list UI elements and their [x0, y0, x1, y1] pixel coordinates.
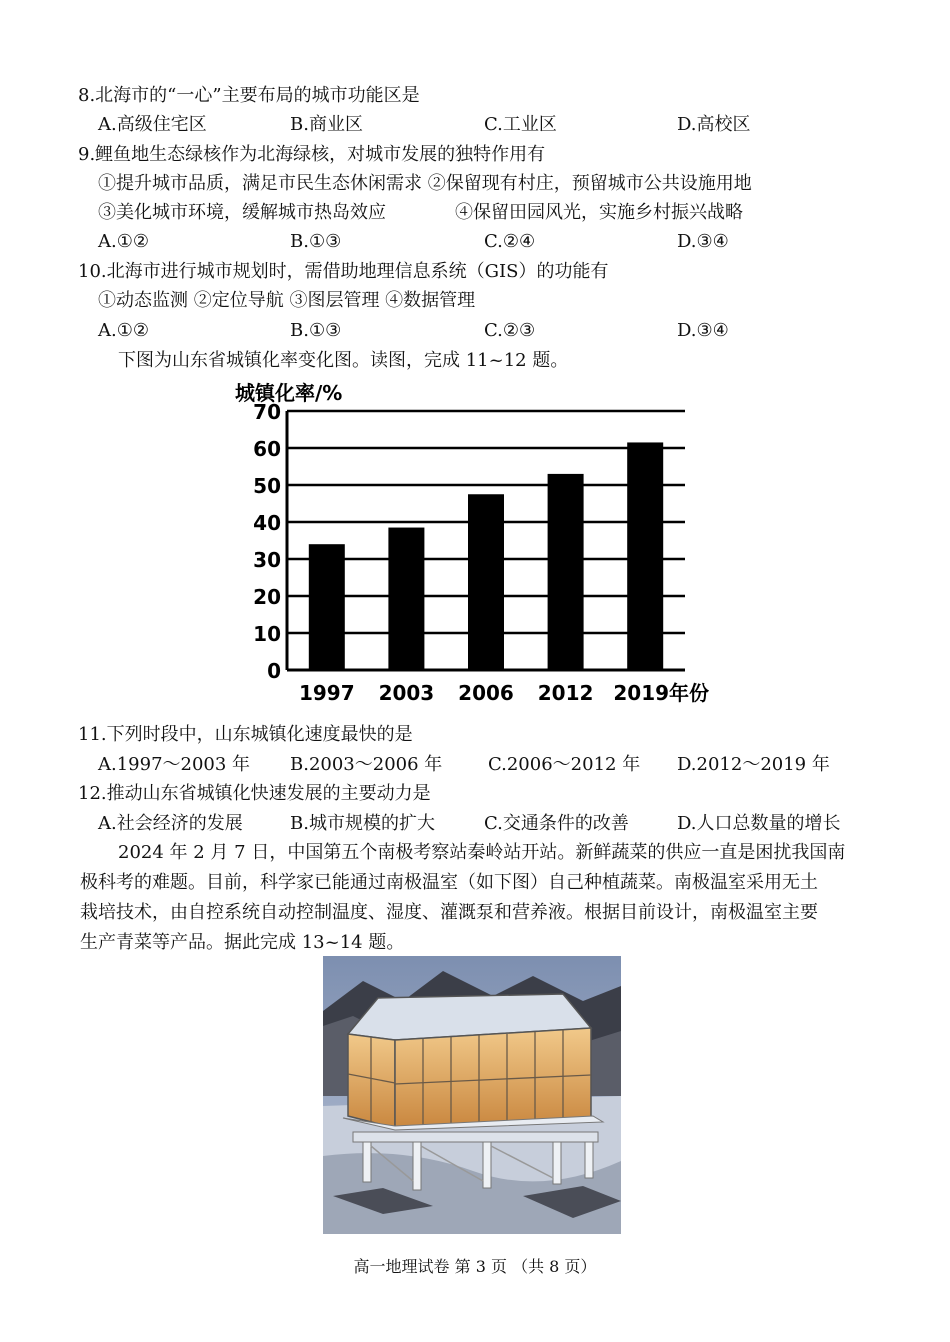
antarctic-greenhouse-photo [323, 956, 621, 1234]
x-tick-label: 2006 [458, 681, 514, 705]
y-tick-label: 50 [253, 474, 281, 498]
x-tick-label: 2019年份 [613, 681, 710, 705]
q10-items: ①动态监测 ②定位导航 ③图层管理 ④数据管理 [98, 290, 476, 311]
bar-2006 [468, 494, 504, 670]
q9-stem: 9.鲤鱼地生态绿核作为北海绿核，对城市发展的独特作用有 [78, 144, 546, 165]
q8-option-c: C.工业区 [484, 114, 557, 135]
intro-11-12: 下图为山东省城镇化率变化图。读图，完成 11~12 题。 [118, 350, 569, 371]
q10-option-b: B.①③ [290, 320, 342, 341]
q8-stem: 8.北海市的“一心”主要布局的城市功能区是 [78, 85, 420, 106]
y-tick-label: 20 [253, 585, 281, 609]
q10-option-c: C.②③ [484, 320, 536, 341]
bar-2003 [388, 528, 424, 670]
q8-option-d: D.高校区 [677, 114, 751, 135]
q11-option-b: B.2003～2006 年 [290, 754, 443, 775]
urbanization-chart-svg [225, 378, 715, 708]
y-tick-label: 60 [253, 437, 281, 461]
y-tick-label: 40 [253, 511, 281, 535]
y-tick-label: 10 [253, 622, 281, 646]
q10-option-a: A.①② [98, 320, 149, 341]
q9-option-c: C.②④ [484, 231, 536, 252]
q11-option-c: C.2006～2012 年 [488, 754, 641, 775]
q9-items-line2a: ③美化城市环境，缓解城市热岛效应 [98, 202, 386, 223]
intro-13-14-line4: 生产青菜等产品。据此完成 13~14 题。 [80, 932, 405, 953]
q10-stem: 10.北海市进行城市规划时，需借助地理信息系统（GIS）的功能有 [78, 261, 609, 282]
q11-option-d: D.2012～2019 年 [677, 754, 830, 775]
q9-option-a: A.①② [98, 231, 149, 252]
page-footer: 高一地理试卷 第 3 页 （共 8 页） [353, 1257, 597, 1276]
y-tick-label: 30 [253, 548, 281, 572]
y-axis-label: 城镇化率/% [235, 381, 343, 405]
q12-option-a: A.社会经济的发展 [98, 813, 243, 834]
intro-13-14-line1: 2024 年 2 月 7 日，中国第五个南极考察站秦岭站开站。新鲜蔬菜的供应一直是困扰我国南 [118, 842, 846, 863]
x-tick-label: 2012 [537, 681, 594, 705]
intro-13-14-line3: 栽培技术，由自控系统自动控制温度、湿度、灌溉泵和营养液。根据目前设计，南极温室主要 [80, 902, 818, 923]
bar-2019 [627, 442, 663, 670]
x-tick-label: 1997 [298, 681, 355, 705]
q12-option-b: B.城市规模的扩大 [290, 813, 435, 834]
q9-items-line1: ①提升城市品质，满足市民生态休闲需求 ②保留现有村庄，预留城市公共设施用地 [98, 173, 752, 194]
q12-option-d: D.人口总数量的增长 [677, 813, 841, 834]
q12-stem: 12.推动山东省城镇化快速发展的主要动力是 [78, 783, 431, 804]
q11-option-a: A.1997～2003 年 [98, 754, 251, 775]
intro-13-14-line2: 极科考的难题。目前，科学家已能通过南极温室（如下图）自己种植蔬菜。南极温室采用无土 [80, 872, 818, 893]
q9-option-d: D.③④ [677, 231, 729, 252]
q11-stem: 11.下列时段中，山东城镇化速度最快的是 [78, 724, 413, 745]
q8-option-b: B.商业区 [290, 114, 363, 135]
y-tick-label: 0 [267, 659, 281, 683]
q9-items-line2b: ④保留田园风光，实施乡村振兴战略 [455, 202, 743, 223]
q9-option-b: B.①③ [290, 231, 342, 252]
y-tick-label: 70 [253, 400, 281, 424]
q8-option-a: A.高级住宅区 [98, 114, 207, 135]
bar-2012 [548, 474, 584, 670]
q12-option-c: C.交通条件的改善 [484, 813, 629, 834]
q10-option-d: D.③④ [677, 320, 729, 341]
x-tick-label: 2003 [378, 681, 435, 705]
bar-1997 [309, 544, 345, 670]
urbanization-chart [225, 378, 715, 708]
